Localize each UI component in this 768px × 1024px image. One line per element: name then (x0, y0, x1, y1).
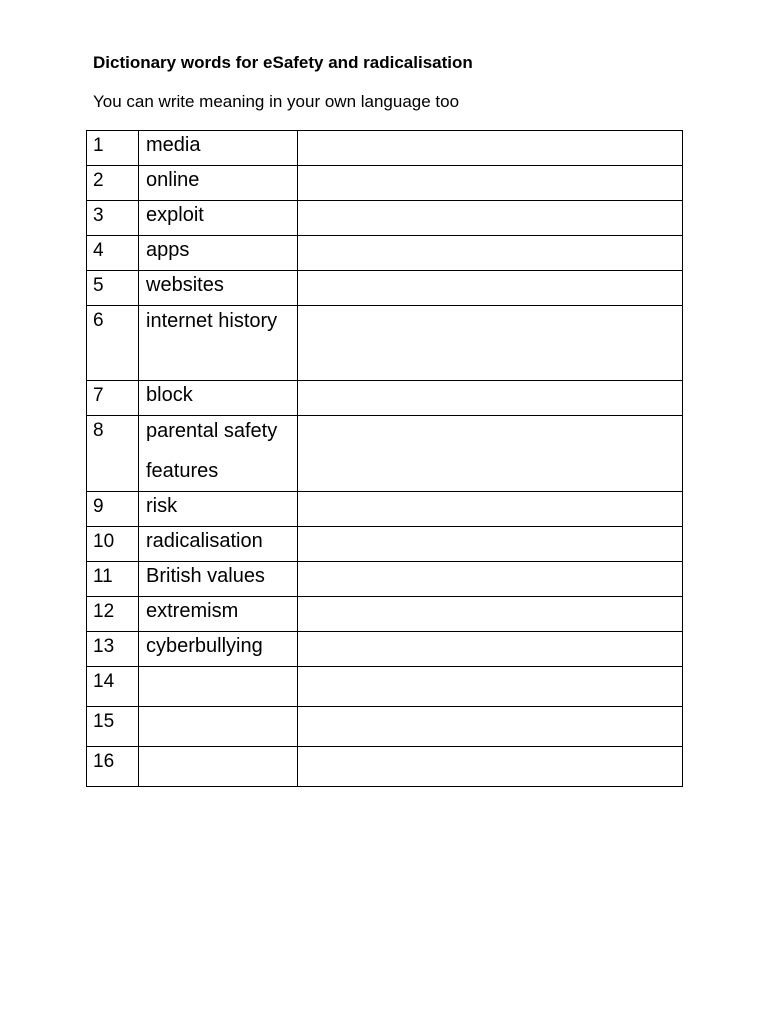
row-number: 7 (87, 381, 139, 416)
row-number: 4 (87, 236, 139, 271)
table-row (87, 527, 683, 562)
row-number: 5 (87, 271, 139, 306)
table-row (87, 271, 683, 306)
meaning-cell[interactable] (298, 597, 683, 632)
page-title: Dictionary words for eSafety and radicalisation (93, 53, 473, 72)
meaning-cell[interactable] (298, 747, 683, 787)
row-number: 10 (87, 527, 139, 562)
table-row (87, 707, 683, 747)
vocab-word: websites (139, 271, 298, 306)
meaning-cell[interactable] (298, 527, 683, 562)
meaning-cell[interactable] (298, 416, 683, 492)
row-number: 15 (87, 707, 139, 747)
row-number: 1 (87, 131, 139, 166)
row-number: 16 (87, 747, 139, 787)
table-row (87, 236, 683, 271)
vocab-word: online (139, 166, 298, 201)
row-number: 9 (87, 492, 139, 527)
row-number: 8 (87, 416, 139, 492)
table-row (87, 381, 683, 416)
meaning-cell[interactable] (298, 632, 683, 667)
meaning-cell[interactable] (298, 562, 683, 597)
vocab-word: radicalisation (139, 527, 298, 562)
vocab-word (139, 306, 298, 381)
vocab-word-text: parental safety features (146, 420, 278, 482)
table-row (87, 597, 683, 632)
meaning-cell[interactable] (298, 381, 683, 416)
table-row (87, 131, 683, 166)
table-row (87, 492, 683, 527)
table-row (87, 306, 683, 381)
row-number: 12 (87, 597, 139, 632)
meaning-cell[interactable] (298, 201, 683, 236)
vocab-word: risk (139, 492, 298, 527)
row-number: 14 (87, 667, 139, 707)
vocab-word: media (139, 131, 298, 166)
vocab-word: cyberbullying (139, 632, 298, 667)
vocabulary-table (86, 130, 683, 787)
vocab-word: exploit (139, 201, 298, 236)
meaning-cell[interactable] (298, 271, 683, 306)
table-row (87, 632, 683, 667)
meaning-cell[interactable] (298, 306, 683, 381)
vocab-word: block (139, 381, 298, 416)
row-number: 3 (87, 201, 139, 236)
table-row (87, 201, 683, 236)
meaning-cell[interactable] (298, 131, 683, 166)
word-cell[interactable] (139, 707, 298, 747)
table-row (87, 667, 683, 707)
row-number: 6 (87, 306, 139, 381)
meaning-cell[interactable] (298, 236, 683, 271)
vocab-word: extremism (139, 597, 298, 632)
word-cell[interactable] (139, 747, 298, 787)
table-row (87, 166, 683, 201)
row-number: 2 (87, 166, 139, 201)
meaning-cell[interactable] (298, 492, 683, 527)
page-instruction: You can write meaning in your own language too (93, 92, 460, 111)
table-row (87, 747, 683, 787)
meaning-cell[interactable] (298, 166, 683, 201)
table-row (87, 416, 683, 492)
vocab-word: apps (139, 236, 298, 271)
meaning-cell[interactable] (298, 667, 683, 707)
word-cell[interactable] (139, 667, 298, 707)
table-row (87, 562, 683, 597)
vocab-word (139, 416, 298, 492)
vocab-word: British values (139, 562, 298, 597)
row-number: 13 (87, 632, 139, 667)
vocab-word-text: internet history (146, 310, 278, 332)
meaning-cell[interactable] (298, 707, 683, 747)
row-number: 11 (87, 562, 139, 597)
